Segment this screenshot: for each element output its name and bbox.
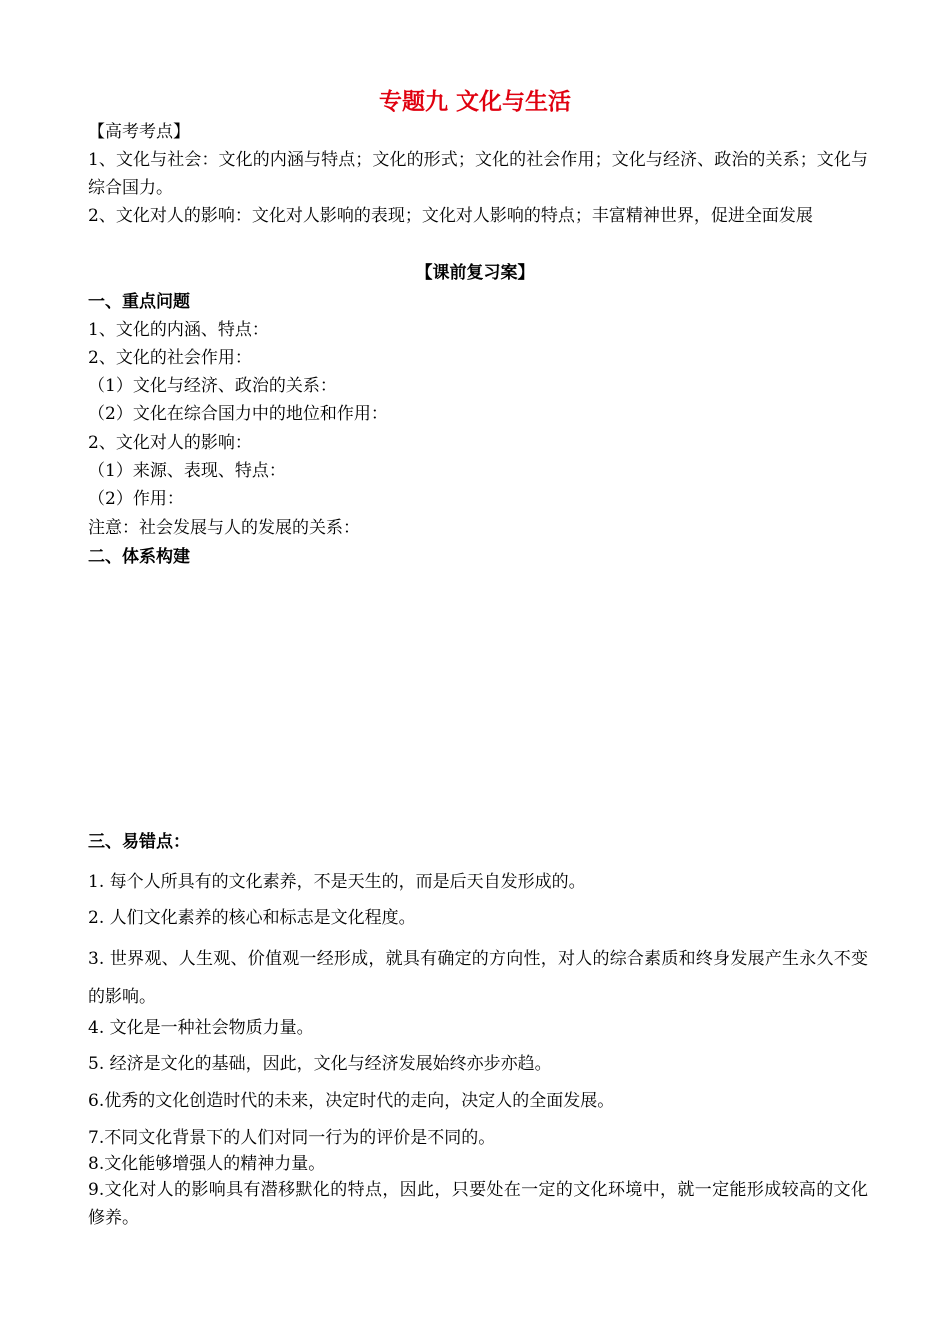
error-point-item: 5. 经济是文化的基础，因此，文化与经济发展始终亦步亦趋。 (88, 1054, 552, 1074)
section-heading-key-questions: 一、重点问题 (88, 292, 190, 312)
error-point-item: 7.不同文化背景下的人们对同一行为的评价是不同的。 (88, 1128, 496, 1148)
exam-point-item: 2、文化对人的影响：文化对人影响的表现；文化对人影响的特点；丰富精神世界，促进全面发展 (88, 206, 813, 226)
section-heading-system: 二、体系构建 (88, 547, 190, 567)
error-point-item: 1. 每个人所具有的文化素养，不是天生的，而是后天自发形成的。 (88, 872, 586, 892)
key-question-line: （2）作用： (88, 489, 184, 509)
document-title: 专题九 文化与生活 (378, 89, 571, 115)
key-question-line: 注意：社会发展与人的发展的关系： (88, 518, 360, 538)
key-question-line: 1、文化的内涵、特点： (88, 320, 269, 340)
key-question-line: 2、文化对人的影响： (88, 433, 252, 453)
error-point-item: 9.文化对人的影响具有潜移默化的特点，因此，只要处在一定的文化环境中，就一定能形成较高的文化修养。 (88, 1180, 868, 1228)
key-question-line: （1）来源、表现、特点： (88, 461, 286, 481)
key-question-line: 2、文化的社会作用： (88, 348, 252, 368)
error-point-item: 6.优秀的文化创造时代的未来，决定时代的走向，决定人的全面发展。 (88, 1091, 615, 1111)
review-heading: 【课前复习案】 (415, 263, 535, 283)
error-point-item: 3. 世界观、人生观、价值观一经形成，就具有确定的方向性，对人的综合素质和终身发展产生永久不变的影响。 (88, 949, 868, 1007)
error-point-item: 4. 文化是一种社会物质力量。 (88, 1018, 314, 1038)
key-question-line: （2）文化在综合国力中的地位和作用： (88, 404, 388, 424)
key-question-line: （1）文化与经济、政治的关系： (88, 376, 337, 396)
section-heading-error-points: 三、易错点： (88, 832, 190, 852)
exam-point-item: 1、文化与社会：文化的内涵与特点；文化的形式；文化的社会作用；文化与经济、政治的关系；文化与综合国力。 (88, 150, 868, 198)
error-point-item: 2. 人们文化素养的核心和标志是文化程度。 (88, 908, 416, 928)
error-point-item: 8.文化能够增强人的精神力量。 (88, 1154, 326, 1174)
exam-points-heading: 【高考考点】 (88, 122, 190, 142)
